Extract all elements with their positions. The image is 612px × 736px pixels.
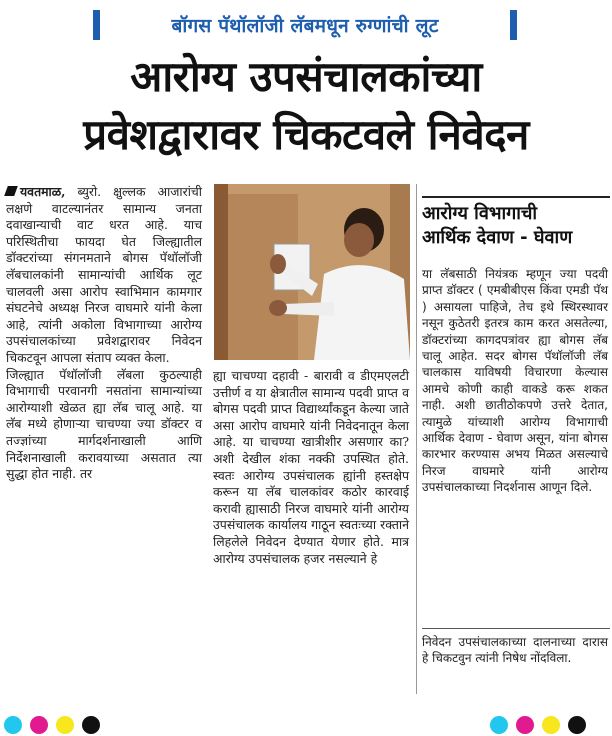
yellow-mark xyxy=(56,716,74,734)
black-mark xyxy=(568,716,586,734)
sidebar-title-line-2: आर्थिक देवाण - घेवाण xyxy=(422,227,573,248)
kicker-text: बॉगस पॅथॉलॉजी लॅबमधून रुग्णांची लूट xyxy=(171,15,439,37)
registration-marks-right xyxy=(490,716,608,736)
dateline: यवतमाळ, xyxy=(20,184,66,199)
cyan-mark xyxy=(4,716,22,734)
article-column-middle xyxy=(213,368,409,567)
headline-line-2: प्रवेशद्वारावर चिकटवले निवेदन xyxy=(83,110,529,159)
column-divider xyxy=(416,184,417,694)
kicker-bar-right xyxy=(510,10,517,40)
sidebar-rule-top xyxy=(422,196,610,198)
sidebar-title xyxy=(422,202,608,250)
sidebar-title-line-1: आरोग्य विभागाची xyxy=(422,203,538,224)
article-text: ब्युरो. क्षुल्लक आजारांची लक्षणे वाटल्यानंतर सामान्य जनता दवाखान्याची वाट धरत आहे. याच परिस्थितीचा फायदा घेत जिल्ह्यातील डॉक्टरांच्या संगनमताने बोगस पॅथॉलॉजी लॅबचालकांनी सामान्यांची आर्थिक लूट चालवली असा आरोप स्वाभिमान कामगार संघटनेचे अध्यक्ष निरज वाघमारे यांनी केला आहे, त्यांनी अकोला विभागाच्या आरोग्य उपसंचालकांच्या प्रवेशद्वारावर निवेदन चिकटवून आपला संताप व्यक्त केला. xyxy=(6,184,202,365)
article-paragraph-2: जिल्ह्यात पॅथॉलॉजी लॅबला कुठल्याही विभागाची परवानगी नसतांना सामान्यांच्या आरोग्याशी खेळत ह्या लॅब चालू आहे. या लॅब मध्ये होणाऱ्या चाचण्या ज्या डॉक्टर व तज्ज्ञांच्या मार्गदर्शनाखाली आणि निर्देशनाखाली करावयाच्या असतात त्या सुद्धा होत नाही. तर xyxy=(6,366,202,482)
magenta-mark xyxy=(516,716,534,734)
article-column-left xyxy=(6,184,202,483)
article-paragraph-3: ह्या चाचण्या दहावी - बारावी व डीएमएलटी उत्तीर्ण व या क्षेत्रातील सामान्य पदवी प्राप्त व बोगस पदवी प्राप्त विद्यार्थ्यांकडून केल्या जाते असा आरोप वाघमारे यांनी निवेदनातून केला आहे. या चाचण्या खात्रीशीर असणार का? अशी देखील शंका नक्की उपस्थित होते. स्वतः आरोग्य उपसंचालक ह्यांनी हस्तक्षेप करून या लॅब चालकांवर कठोर कारवाई करावी ह्यासाठी निरज वाघमारे यांनी आरोग्य उपसंचालक कार्यालय गाठून स्वतःच्या रक्ताने लिहलेले निवेदन देण्यात येणार होते. मात्र आरोग्य उपसंचालक हजर नसल्याने हे xyxy=(213,368,409,566)
black-mark xyxy=(82,716,100,734)
headline xyxy=(6,48,606,164)
article-paragraph-1 xyxy=(6,184,202,367)
cyan-mark xyxy=(490,716,508,734)
registration-marks-left xyxy=(4,716,122,736)
sidebar-paragraph: या लॅबसाठी नियंत्रक म्हणून ज्या पदवी प्राप्त डॉक्टर ( एमबीबीएस किंवा एमडी पॅथ ) असायला पाहिजे, तेच इथे स्थिरस्थावर नसून कुठेतरी इतरत्र काम करत असतेल्या, डॉक्टरांच्या कागदपत्रांवर ह्या बोगस लॅब चालू आहेत. सदर बोगस पॅथॉलॉजी लॅब चालकास याविषयी विचारणा केल्यास आमचे कोणी काही वाकडे करू शकत नाही. अशी छातीठोकपणे उत्तरे देतात, त्यामुळे यांच्याशी आरोग्य विभागाची आर्थिक देवाण - घेवाण असून, यांना बोगस कारभार करण्यास अभय मिळत असल्याचे निरज वाघमारे यांनी आरोग्य उपसंचालकाच्या निदर्शनास आणून दिले. xyxy=(422,267,608,495)
magenta-mark xyxy=(30,716,48,734)
news-photo xyxy=(214,184,410,360)
sidebar-body xyxy=(422,266,608,496)
headline-line-1: आरोग्य उपसंचालकांच्या xyxy=(130,52,482,101)
dateline-marker xyxy=(4,186,18,196)
kicker-banner xyxy=(93,8,517,42)
photo-illustration xyxy=(214,184,410,360)
kicker-bar-left xyxy=(93,10,100,40)
sidebar-rule-bottom xyxy=(422,628,610,629)
sidebar-note: निवेदन उपसंचालकाच्या दालनाच्या दारास हे चिकटवुन त्यांनी निषेध नोंदविला. xyxy=(422,635,608,666)
yellow-mark xyxy=(542,716,560,734)
